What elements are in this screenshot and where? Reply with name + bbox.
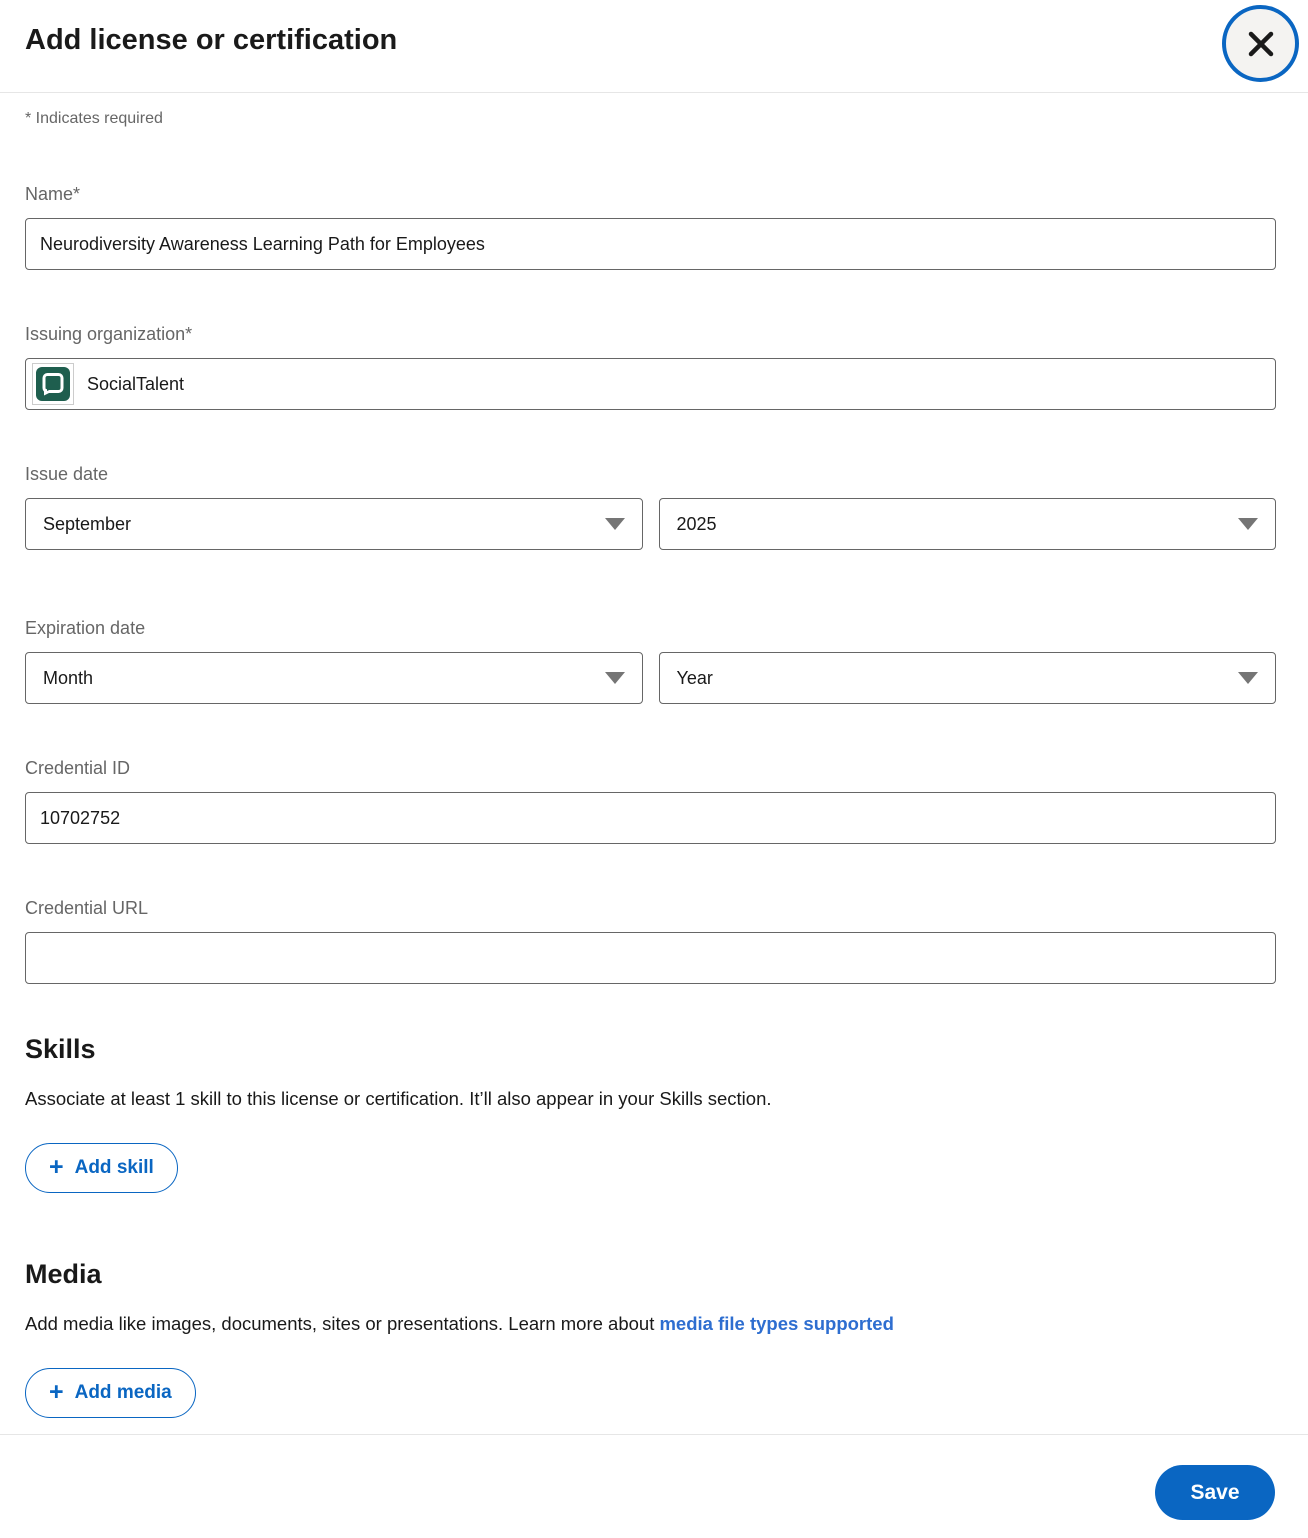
close-button[interactable] xyxy=(1222,5,1299,82)
issue-date-field-group xyxy=(25,464,1276,550)
media-file-types-link[interactable]: media file types supported xyxy=(659,1313,894,1334)
expiration-year-value: Year xyxy=(676,667,713,688)
expiration-date-row xyxy=(25,652,1276,704)
issue-year-value: 2025 xyxy=(676,513,717,534)
chevron-down-icon xyxy=(1238,518,1258,530)
expiration-date-label: Expiration date xyxy=(25,618,146,638)
modal-header xyxy=(0,0,1308,93)
socialtalent-logo xyxy=(32,363,74,405)
issuing-org-label: Issuing organization* xyxy=(25,324,193,344)
issue-year-select[interactable] xyxy=(659,498,1277,550)
required-note: * Indicates required xyxy=(25,110,163,127)
name-label: Name* xyxy=(25,184,81,204)
socialtalent-logo-icon xyxy=(36,367,70,401)
modal-title: Add license or certification xyxy=(25,24,398,56)
chevron-down-icon xyxy=(1238,672,1258,684)
modal-footer xyxy=(0,1434,1308,1520)
chevron-down-icon xyxy=(605,672,625,684)
issue-date-label: Issue date xyxy=(25,464,109,484)
skills-description: Associate at least 1 skill to this license or certification. It’ll also appear in your Skills section. xyxy=(25,1088,772,1109)
issuing-org-value: SocialTalent xyxy=(87,373,185,394)
credential-id-input[interactable] xyxy=(25,792,1276,844)
chevron-down-icon xyxy=(605,518,625,530)
plus-icon: + xyxy=(49,1152,64,1181)
expiration-year-select[interactable] xyxy=(659,652,1277,704)
expiration-date-field-group xyxy=(25,618,1276,704)
skills-heading: Skills xyxy=(25,1034,96,1064)
save-button[interactable]: Save xyxy=(1155,1465,1275,1520)
close-icon xyxy=(1243,26,1279,62)
credential-url-label: Credential URL xyxy=(25,898,149,918)
name-input[interactable] xyxy=(25,218,1276,270)
expiration-month-select[interactable] xyxy=(25,652,643,704)
add-media-label: Add media xyxy=(74,1382,172,1403)
issue-month-select[interactable] xyxy=(25,498,643,550)
issuing-org-field-group xyxy=(25,324,1276,410)
credential-url-field-group xyxy=(25,898,1276,984)
plus-icon: + xyxy=(49,1377,64,1406)
modal-content xyxy=(0,110,1308,1418)
add-skill-button[interactable] xyxy=(25,1143,178,1193)
credential-id-label: Credential ID xyxy=(25,758,131,778)
add-media-button[interactable] xyxy=(25,1368,196,1418)
issue-month-value: September xyxy=(43,513,132,534)
add-skill-label: Add skill xyxy=(74,1157,154,1178)
media-description-text: Add media like images, documents, sites or presentations. Learn more about xyxy=(25,1313,660,1334)
media-heading: Media xyxy=(25,1259,102,1289)
credential-url-input[interactable] xyxy=(25,932,1276,984)
name-field-group xyxy=(25,184,1276,270)
issuing-org-input[interactable] xyxy=(25,358,1276,410)
issue-date-row xyxy=(25,498,1276,550)
media-description xyxy=(25,1312,1276,1336)
expiration-month-value: Month xyxy=(43,667,94,688)
credential-id-field-group xyxy=(25,758,1276,844)
